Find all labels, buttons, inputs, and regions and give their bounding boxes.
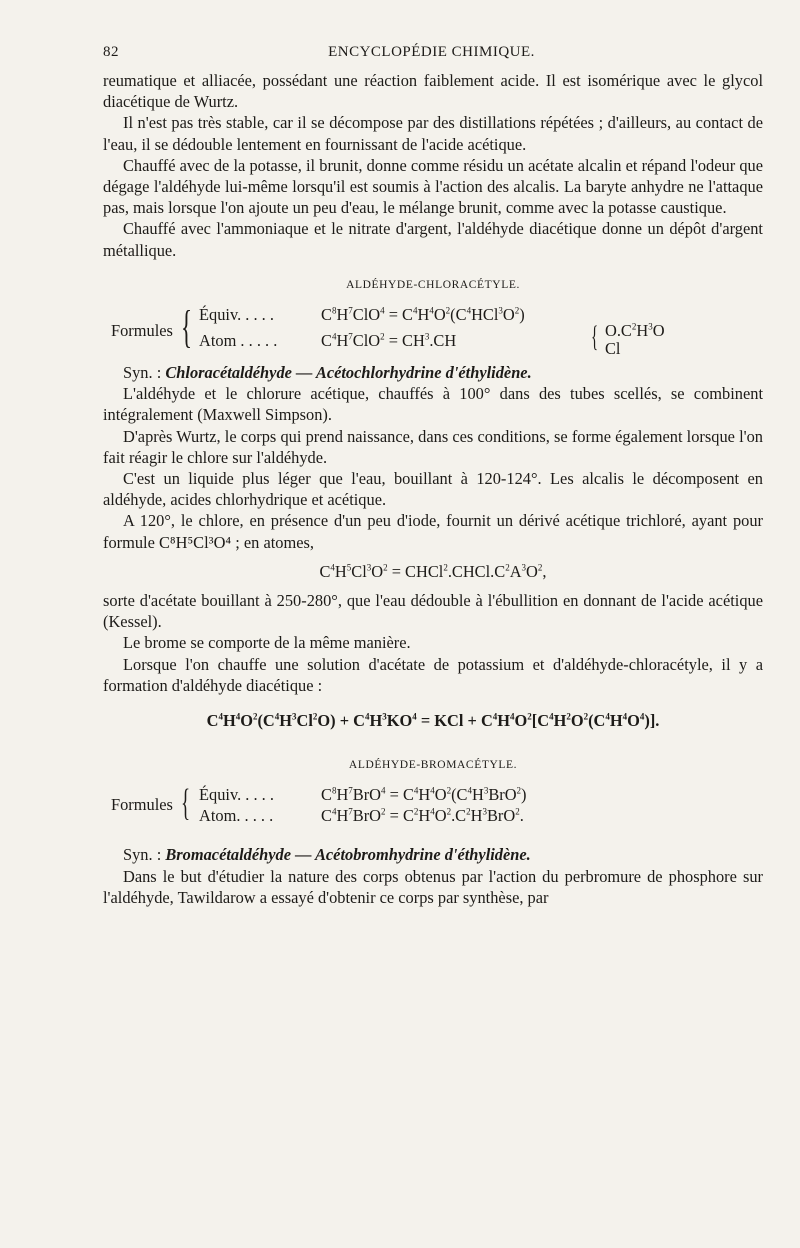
formula-equiv-row: [199, 784, 527, 805]
page-body: [103, 70, 763, 908]
paragraph: Chauffé avec de la potasse, il brunit, donne comme résidu un acétate alcalin et répand l'odeur que dégage l'aldéhyde lui-même lorsqu'il est soumis à l'action des alcalis. La baryte anhydre ne l'attaque pas, mais lorsque l'on ajoute un peu d'eau, le mélange brunit, comme avec la potasse caustique.: [103, 155, 763, 218]
paragraph: Il n'est pas très stable, car il se décompose par des distillations répétées ; d'ailleurs, au contact de l'eau, il se dédouble lentement en fournissant de l'acide acétique.: [103, 113, 763, 154]
formula-block: [103, 782, 763, 828]
formula-block: [103, 302, 763, 358]
formula-equiv: $C^8H^7BrO^4 = C^4H^4O^2(C^4H^3BrO^2)$: [321, 785, 527, 805]
equation: $C^4H^5Cl^3O^2$ = $CHCl^2.CHCl.C^2A^3O^2$,: [319, 561, 547, 581]
paragraph: D'après Wurtz, le corps qui prend naissance, dans ces conditions, se forme également lorsque l'on fait réagir le chlore sur l'aldéhyde.: [103, 426, 763, 467]
paragraph: Dans le but d'étudier la nature des corps obtenus par l'action du perbromure de phosphore sur l'aldéhyde, Tawildarow a essayé d'obtenir ce corps par synthèse, par: [103, 866, 763, 907]
synonyms: Syn. : Bromacétaldéhyde — Acétobromhydrine d'éthylidène.: [123, 845, 531, 865]
formula-branch: $O.C^2H^3O$: [605, 321, 665, 341]
equiv-label: Équiv. . . . .: [199, 305, 274, 325]
section-heading: ALDÉHYDE-CHLORACÉTYLE.: [346, 278, 520, 291]
section-heading: ALDÉHYDE-BROMACÉTYLE.: [348, 759, 518, 772]
paragraph: Chauffé avec l'ammoniaque et le nitrate d'argent, l'aldéhyde diacétique donne un dépôt d'argent métallique.: [103, 219, 763, 260]
paragraph: A 120°, le chlore, en présence d'un peu d'iode, fournit un dérivé acétique trichloré, ayant pour formule C⁸H⁵Cl³O⁴ ; en atomes,: [103, 511, 763, 552]
paragraph: C'est un liquide plus léger que l'eau, bouillant à 120-124°. Les alcalis le décomposent en aldéhyde, acides chlorhydrique et acétique.: [103, 469, 763, 510]
brace: {: [181, 301, 193, 353]
page-header: [103, 44, 760, 66]
formula-equiv: $C^8H^7ClO^4 = C^4H^4O^2(C^4HCl^3O^2)$: [321, 305, 525, 325]
paragraph: sorte d'acétate bouillant à 250-280°, que l'eau dédouble à l'ébullition en donnant de l'acide acétique (Kessel).: [103, 591, 763, 632]
formula-atom-row: [199, 330, 456, 351]
paragraph: L'aldéhyde et le chlorure acétique, chauffés à 100° dans des tubes scellés, se combinent intégralement (Maxwell Simpson).: [103, 384, 763, 425]
equiv-label: Équiv. . . . .: [199, 785, 274, 805]
formula-branch: Cl: [605, 339, 621, 359]
formula-equiv-row: [199, 304, 525, 325]
formula-atom-row: [199, 805, 524, 826]
paragraph: Le brome se comporte de la même manière.: [123, 633, 411, 653]
atom-label: Atom. . . . .: [199, 806, 274, 826]
page-number: 82: [103, 44, 119, 60]
paragraph: Lorsque l'on chauffe une solution d'acétate de potassium et d'aldéhyde-chloracétyle, il y a formation d'aldéhyde diacétique :: [103, 654, 763, 695]
brace: {: [591, 320, 599, 354]
synonyms: Syn. : Chloracétaldéhyde — Acétochlorhydrine d'éthylidène.: [123, 363, 532, 383]
formulas-label: Formules: [111, 321, 173, 341]
formulas-label: Formules: [111, 795, 173, 815]
brace: {: [181, 782, 191, 825]
formula-atom: $C^4H^7ClO^2 = CH^3.CH$: [321, 331, 457, 351]
atom-label: Atom . . . . .: [199, 331, 278, 351]
running-title: ENCYCLOPÉDIE CHIMIQUE.: [328, 44, 535, 60]
paragraph: reumatique et alliacée, possédant une réaction faiblement acide. Il est isomérique avec le glycol diacétique de Wurtz.: [103, 71, 763, 112]
equation: $C^4H^4O^2(C^4H^3Cl^2O) + C^4H^3KO^4$ = KCl + $C^4H^4O^2[C^4H^2O^2(C^4H^4O^4)]$.: [206, 711, 660, 731]
formula-atom: $C^4H^7BrO^2 = C^2H^4O^2.C^2H^3BrO^2$.: [321, 806, 524, 826]
